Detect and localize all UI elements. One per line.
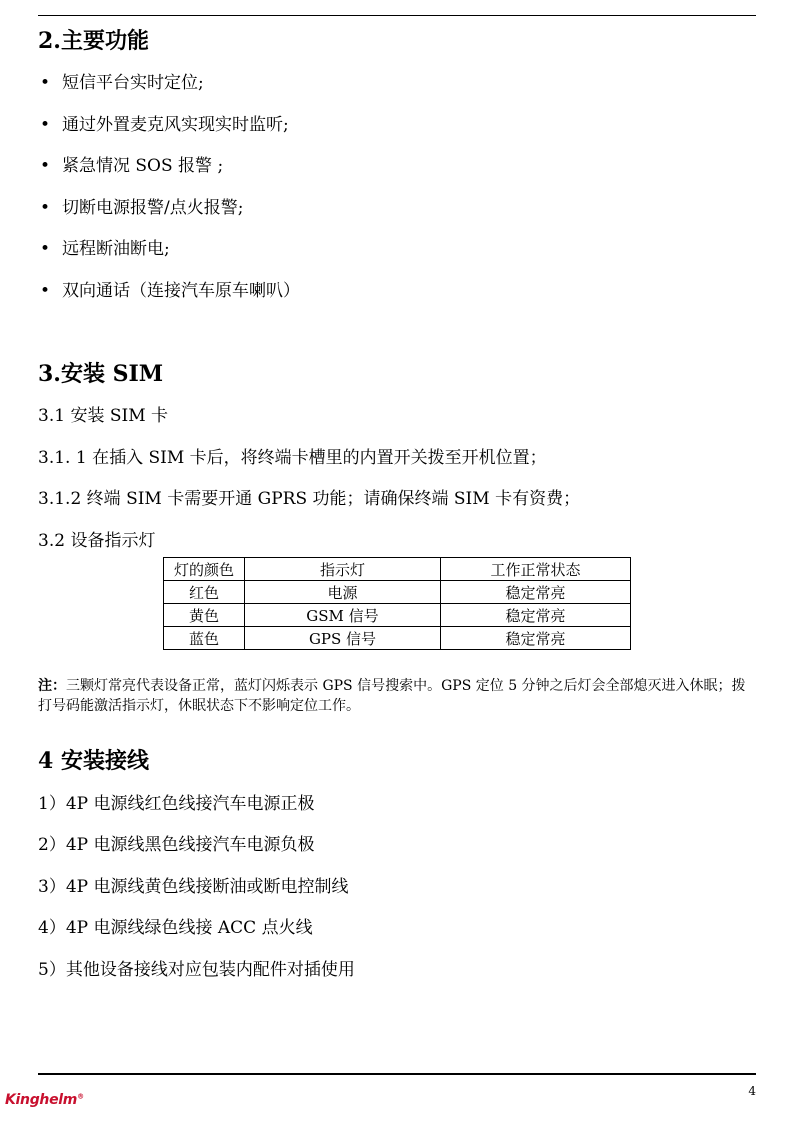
table-cell: 电源 bbox=[245, 581, 441, 604]
note-label: 注： bbox=[38, 678, 66, 694]
table-cell: GSM 信号 bbox=[245, 604, 441, 627]
section-4-title: 4 安装接线 bbox=[38, 748, 149, 774]
table-header-cell: 灯的颜色 bbox=[164, 558, 245, 581]
footer-rule bbox=[38, 1073, 756, 1075]
list-item: • 切断电源报警/点火报警; bbox=[40, 198, 244, 218]
paragraph: 3.1.2 终端 SIM 卡需要开通 GPRS 功能；请确保终端 SIM 卡有资费； bbox=[38, 489, 581, 509]
paragraph: 3.1 安装 SIM 卡 bbox=[38, 406, 169, 426]
list-item: 3）4P 电源线黄色线接断油或断电控制线 bbox=[38, 877, 349, 897]
table-header-cell: 工作正常状态 bbox=[441, 558, 631, 581]
paragraph: 3.2 设备指示灯 bbox=[38, 531, 156, 551]
table-header-row bbox=[164, 558, 631, 581]
note-text: 三颗灯常亮代表设备正常，蓝灯闪烁表示 GPS 信号搜索中。GPS 定位 5 分钟之后灯会全部熄灭进入休眠；拨打号码能激活指示灯，休眠状态下不影响定位工作。 bbox=[38, 678, 746, 714]
list-item: • 双向通话（连接汽车原车喇叭） bbox=[40, 281, 300, 301]
list-item: • 短信平台实时定位; bbox=[40, 73, 204, 93]
section-3-title: 3.安装 SIM bbox=[38, 361, 164, 387]
table-cell: 蓝色 bbox=[164, 627, 245, 650]
table-row bbox=[164, 581, 631, 604]
table-cell: 黄色 bbox=[164, 604, 245, 627]
list-item: • 远程断油断电; bbox=[40, 239, 170, 259]
page-number: 4 bbox=[748, 1084, 756, 1098]
indicator-table bbox=[163, 557, 631, 650]
list-item: • 通过外置麦克风实现实时监听; bbox=[40, 115, 289, 135]
table-cell: GPS 信号 bbox=[245, 627, 441, 650]
table-row bbox=[164, 604, 631, 627]
header-rule bbox=[38, 15, 756, 16]
list-item: 5）其他设备接线对应包装内配件对插使用 bbox=[38, 960, 355, 980]
list-item: 4）4P 电源线绿色线接 ACC 点火线 bbox=[38, 918, 313, 938]
paragraph: 3.1. 1 在插入 SIM 卡后，将终端卡槽里的内置开关拨至开机位置； bbox=[38, 448, 547, 468]
list-item: 1）4P 电源线红色线接汽车电源正极 bbox=[38, 794, 315, 814]
section-2-title: 2.主要功能 bbox=[38, 28, 149, 54]
table-row bbox=[164, 627, 631, 650]
table-header-cell: 指示灯 bbox=[245, 558, 441, 581]
note-paragraph bbox=[38, 676, 758, 716]
table-cell: 稳定常亮 bbox=[441, 581, 631, 604]
list-item: 2）4P 电源线黑色线接汽车电源负极 bbox=[38, 835, 315, 855]
table-cell: 稳定常亮 bbox=[441, 627, 631, 650]
table-cell: 稳定常亮 bbox=[441, 604, 631, 627]
list-item: • 紧急情况 SOS 报警 ; bbox=[40, 156, 224, 176]
brand-logo: Kinghelm® bbox=[5, 1092, 84, 1108]
table-cell: 红色 bbox=[164, 581, 245, 604]
